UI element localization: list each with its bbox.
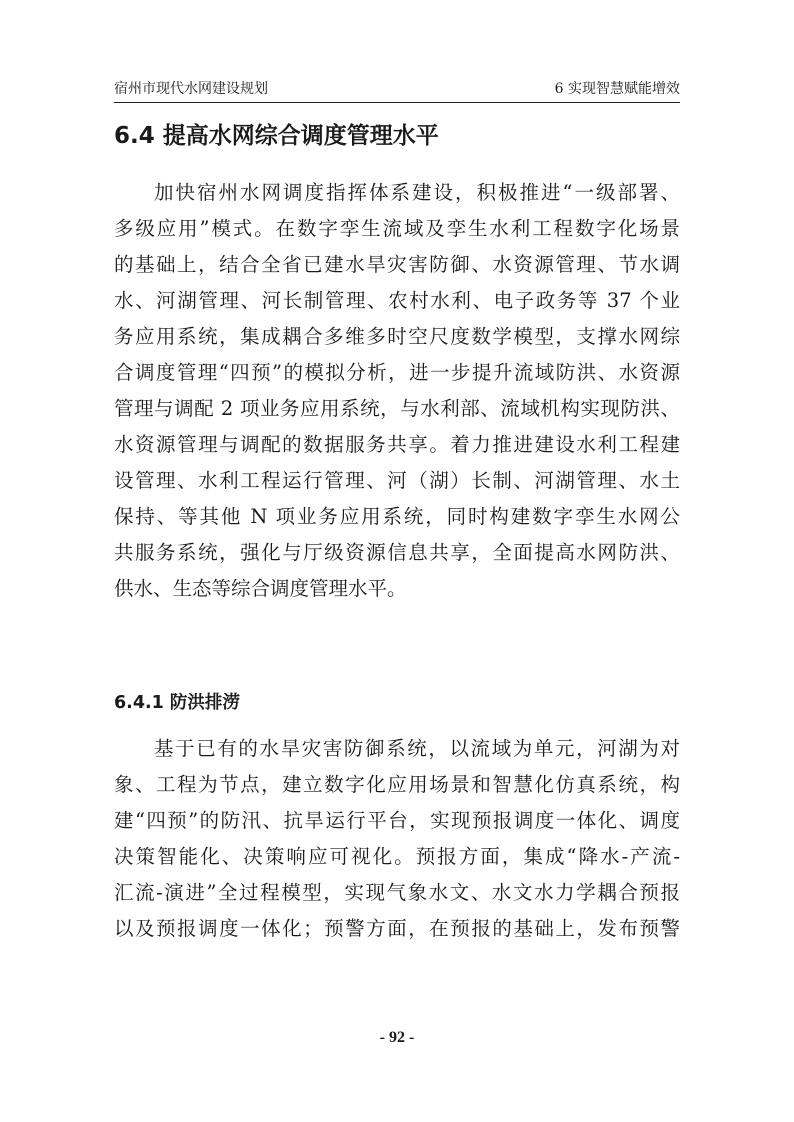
header-divider xyxy=(114,102,680,103)
section-paragraph xyxy=(114,175,680,607)
paragraph-line: 务应用系统，集成耦合多维多时空尺度数学模型，支撑水网综 xyxy=(114,325,680,348)
paragraph-line: 共服务系统，强化与厅级资源信息共享，全面提高水网防洪、 xyxy=(114,541,680,564)
paragraph-line: 的基础上，结合全省已建水旱灾害防御、水资源管理、节水调 xyxy=(114,253,680,276)
paragraph-line: 水资源管理与调配的数据服务共享。着力推进建设水利工程建 xyxy=(114,433,680,456)
subsection-heading: 6.4.1 防洪排涝 xyxy=(114,693,240,713)
paragraph-line: 建“四预”的防汛、抗旱运行平台，实现预报调度一体化、调度 xyxy=(114,809,680,832)
paragraph-line: 水、河湖管理、河长制管理、农村水利、电子政务等 37 个业 xyxy=(114,289,680,312)
paragraph-line: 决策智能化、决策响应可视化。预报方面，集成“降水-产流- xyxy=(114,845,680,868)
paragraph-line: 加快宿州水网调度指挥体系建设，积极推进“一级部署、 xyxy=(154,181,680,204)
paragraph-line: 保持、等其他 N 项业务应用系统，同时构建数字孪生水网公 xyxy=(114,505,680,528)
paragraph-line: 设管理、水利工程运行管理、河（湖）长制、河湖管理、水土 xyxy=(114,469,680,492)
paragraph-line: 象、工程为节点，建立数字化应用场景和智慧化仿真系统，构 xyxy=(114,773,680,796)
header-chapter-title: 6 实现智慧赋能增效 xyxy=(554,81,680,97)
paragraph-line: 基于已有的水旱灾害防御系统，以流域为单元，河湖为对 xyxy=(154,737,680,760)
page-number: - 92 - xyxy=(379,1029,415,1046)
paragraph-line: 汇流-演进”全过程模型，实现气象水文、水文水力学耦合预报 xyxy=(114,881,680,904)
paragraph-line: 合调度管理“四预”的模拟分析，进一步提升流域防洪、水资源 xyxy=(114,361,680,384)
section-heading: 6.4 提高水网综合调度管理水平 xyxy=(114,123,439,149)
paragraph-line: 多级应用”模式。在数字孪生流域及孪生水利工程数字化场景 xyxy=(114,217,680,240)
subsection-paragraph xyxy=(114,731,680,947)
running-header xyxy=(114,78,680,100)
paragraph-line: 以及预报调度一体化；预警方面，在预报的基础上，发布预警 xyxy=(114,917,680,940)
header-document-title: 宿州市现代水网建设规划 xyxy=(114,81,268,97)
paragraph-line: 供水、生态等综合调度管理水平。 xyxy=(114,577,407,600)
paragraph-line: 管理与调配 2 项业务应用系统，与水利部、流域机构实现防洪、 xyxy=(114,397,680,420)
